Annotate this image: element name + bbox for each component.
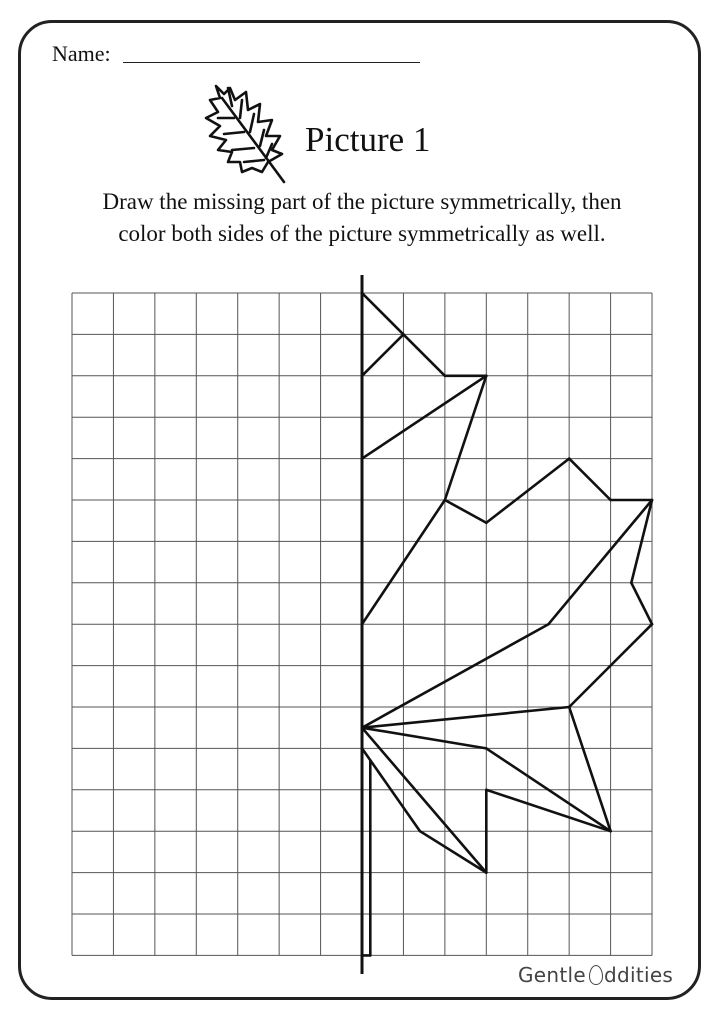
instructions (30, 186, 694, 250)
brand-text-prefix: Gentle (518, 963, 586, 987)
leaf-icon (202, 78, 302, 186)
egg-o-icon (589, 965, 603, 985)
instructions-line-1: Draw the missing part of the picture symmetrically, then (102, 189, 622, 214)
name-label: Name: (52, 41, 111, 66)
page-title: Picture 1 (305, 120, 431, 159)
brand-text-suffix: ddities (603, 963, 674, 987)
name-input-line[interactable] (123, 62, 420, 63)
footer-brand-logo (518, 963, 673, 987)
instructions-line-2: color both sides of the picture symmetrically as well. (118, 221, 606, 246)
title-block (200, 74, 460, 184)
name-row (52, 36, 420, 66)
